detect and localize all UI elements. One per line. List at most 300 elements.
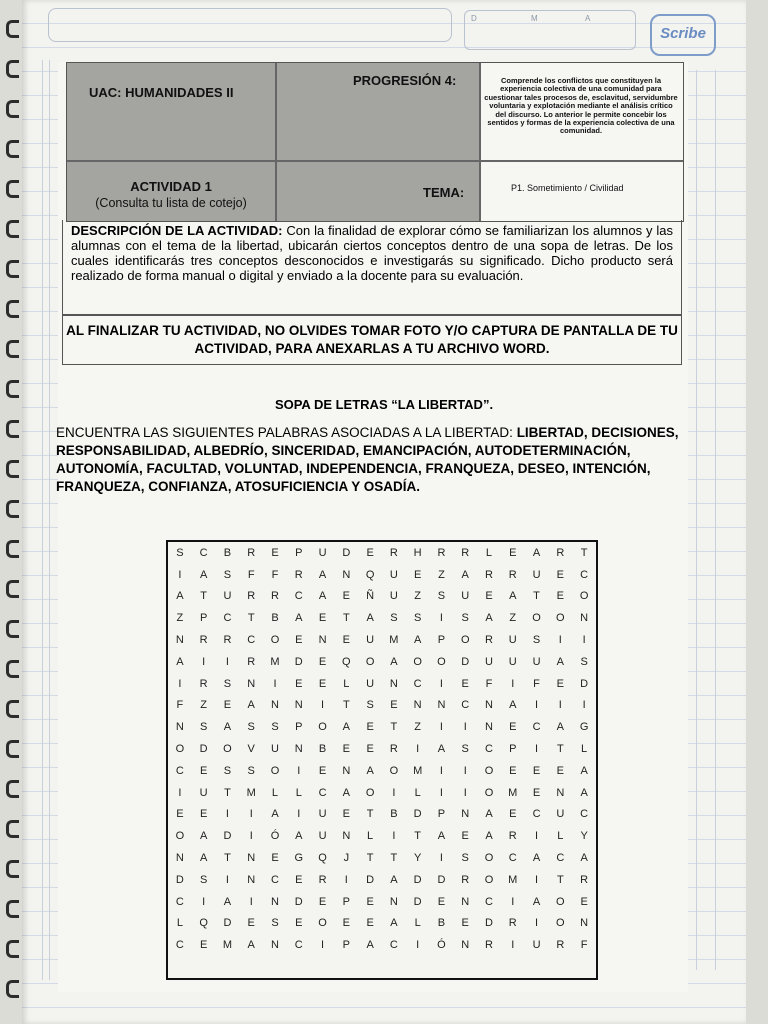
grid-letter: R <box>247 655 256 668</box>
grid-letter: D <box>437 873 446 886</box>
grid-letter: I <box>225 873 229 886</box>
grid-letter: Z <box>438 568 445 581</box>
grid-letter: E <box>271 852 279 865</box>
grid-letter: D <box>461 655 470 668</box>
grid-letter: R <box>294 568 303 581</box>
grid-letter: E <box>247 917 255 930</box>
grid-letter: C <box>389 939 398 952</box>
grid-letter: R <box>556 939 565 952</box>
grid-letter: A <box>223 721 232 734</box>
grid-letter: O <box>175 830 185 843</box>
progresion-text: Comprende los conflictos que constituyen la experiencia colectiva de una comunidad para cuestionar tales procesos de, esclavitud, servidumbre voluntaria y explotación mediante el análisis crítico del discurso. Lo anterior le permite concebir los sentidos y formas de la experiencia colectiva de una comunidad. <box>484 76 678 136</box>
margin-line-right <box>696 70 716 970</box>
grid-letter: I <box>439 786 443 799</box>
grid-letter: Q <box>365 568 375 581</box>
grid-letter: V <box>247 743 255 756</box>
grid-letter: E <box>271 546 279 559</box>
grid-letter: M <box>413 764 423 777</box>
grid-letter: A <box>461 568 469 581</box>
grid-letter: U <box>223 590 232 603</box>
grid-letter: E <box>199 764 208 777</box>
grid-letter: R <box>556 546 565 559</box>
brand-logo: Scribe <box>650 14 716 56</box>
grid-letter: U <box>508 655 517 668</box>
grid-letter: A <box>532 895 541 908</box>
grid-letter: T <box>390 852 398 865</box>
date-year-label: A <box>585 14 591 23</box>
grid-letter: C <box>580 568 589 581</box>
grid-letter: N <box>461 939 470 952</box>
grid-letter: E <box>342 743 350 756</box>
grid-letter: S <box>532 634 541 647</box>
tema-label: TEMA: <box>423 185 465 200</box>
grid-letter: S <box>271 917 279 930</box>
grid-letter: E <box>509 721 517 734</box>
grid-letter: N <box>342 830 351 843</box>
grid-letter: N <box>175 634 184 647</box>
grid-letter: A <box>580 852 588 865</box>
grid-letter: I <box>535 917 539 930</box>
grid-letter: A <box>390 655 398 668</box>
grid-letter: A <box>271 808 279 821</box>
grid-letter: E <box>509 546 517 559</box>
grid-letter: C <box>556 852 565 865</box>
grid-letter: O <box>413 655 422 668</box>
grid-letter: S <box>390 612 398 625</box>
grid-letter: B <box>271 612 279 625</box>
grid-letter: C <box>318 786 327 799</box>
grid-letter: L <box>271 786 279 799</box>
activity-description <box>62 220 682 315</box>
grid-letter: A <box>295 830 303 843</box>
grid-letter: D <box>294 895 303 908</box>
grid-letter: D <box>366 873 375 886</box>
grid-letter: S <box>199 873 208 886</box>
grid-letter: A <box>580 764 588 777</box>
grid-letter: O <box>460 634 470 647</box>
grid-letter: O <box>318 917 327 930</box>
description-label: DESCRIPCIÓN DE LA ACTIVIDAD: <box>71 223 283 238</box>
grid-letter: L <box>485 546 493 559</box>
date-day-label: D <box>471 14 477 23</box>
grid-letter: M <box>508 873 518 886</box>
grid-letter: N <box>318 634 327 647</box>
grid-letter: L <box>414 917 421 930</box>
grid-letter: E <box>342 590 350 603</box>
grid-letter: E <box>223 699 232 712</box>
grid-letter: L <box>414 786 421 799</box>
grid-letter: U <box>532 655 541 668</box>
grid-letter: I <box>511 895 515 908</box>
grid-letter: A <box>366 939 374 952</box>
grid-letter: A <box>342 721 350 734</box>
grid-letter: G <box>579 721 589 734</box>
grid-letter: A <box>437 743 446 756</box>
grid-letter: A <box>509 699 517 712</box>
grid-letter: N <box>389 895 398 908</box>
grid-letter: T <box>414 830 422 843</box>
grid-letter: R <box>485 634 493 647</box>
grid-letter: L <box>295 786 302 799</box>
grid-letter: L <box>367 830 374 843</box>
grid-letter: I <box>439 764 443 777</box>
grid-letter: R <box>199 634 208 647</box>
grid-letter: I <box>511 939 515 952</box>
grid-letter: A <box>485 808 493 821</box>
grid-letter: I <box>297 808 301 821</box>
grid-letter: A <box>247 939 255 952</box>
grid-letter: A <box>556 655 564 668</box>
grid-letter: C <box>580 808 589 821</box>
grid-letter: D <box>223 917 232 930</box>
grid-letter: Ó <box>270 830 280 843</box>
grid-letter: R <box>485 568 493 581</box>
grid-letter: E <box>485 590 493 603</box>
grid-letter: E <box>461 830 469 843</box>
grid-letter: I <box>392 786 396 799</box>
grid-letter: C <box>223 612 232 625</box>
grid-letter: T <box>556 743 564 756</box>
word-list: LIBERTAD, DECISIONES, RESPONSABILIDAD, ALBEDRÍO, SINCERIDAD, EMANCIPACIÓN, AUTODETERMINACIÓN, AUTONOMÍA, FACULTAD, VOLUNTAD, INDEPENDENCIA, FRANQUEZA, DESEO, INTENCIÓN, FRANQUEZA, CONFIANZA, ATOSUFICIENCIA Y OSADÍA. <box>56 425 679 494</box>
tema-value: P1. Sometimiento / Civilidad <box>511 183 624 193</box>
grid-letter: C <box>175 895 184 908</box>
grid-letter: U <box>556 808 565 821</box>
grid-letter: I <box>225 808 229 821</box>
grid-letter: P <box>199 612 208 625</box>
grid-letter: U <box>199 786 208 799</box>
grid-letter: I <box>249 830 253 843</box>
grid-letter: N <box>413 699 422 712</box>
grid-letter: N <box>247 852 256 865</box>
header-table <box>66 62 684 222</box>
grid-letter: I <box>535 699 539 712</box>
grid-letter: P <box>509 743 517 756</box>
grid-letter: E <box>342 917 350 930</box>
grid-letter: D <box>199 743 208 756</box>
grid-letter: N <box>175 721 184 734</box>
grid-letter: U <box>366 634 375 647</box>
grid-letter: N <box>247 677 256 690</box>
grid-letter: B <box>437 917 446 930</box>
grid-letter: U <box>532 568 541 581</box>
grid-letter: I <box>249 895 253 908</box>
grid-letter: P <box>437 808 446 821</box>
grid-letter: D <box>223 830 232 843</box>
grid-letter: N <box>437 699 446 712</box>
grid-letter: R <box>461 873 470 886</box>
grid-letter: I <box>178 568 182 581</box>
grid-letter: I <box>321 699 325 712</box>
grid-letter: O <box>223 743 232 756</box>
grid-letter: O <box>556 612 565 625</box>
grid-letter: P <box>295 721 303 734</box>
grid-letter: S <box>461 743 469 756</box>
grid-letter: C <box>271 873 279 886</box>
grid-letter: A <box>247 699 255 712</box>
grid-letter: S <box>199 721 208 734</box>
grid-letter: A <box>485 830 493 843</box>
grid-letter: I <box>511 677 515 690</box>
grid-letter: M <box>246 786 256 799</box>
grid-letter: I <box>463 764 467 777</box>
grid-letter: Y <box>413 852 422 865</box>
grid-letter: N <box>271 699 279 712</box>
grid-letter: C <box>199 546 208 559</box>
grid-letter: N <box>389 677 398 690</box>
grid-letter: G <box>294 852 304 865</box>
grid-letter: O <box>484 873 494 886</box>
grid-letter: I <box>582 699 586 712</box>
grid-letter: D <box>413 873 422 886</box>
grid-letter: M <box>270 655 280 668</box>
grid-letter: N <box>175 852 184 865</box>
grid-letter: N <box>342 764 351 777</box>
grid-letter: A <box>366 612 374 625</box>
grid-letter: O <box>389 764 399 777</box>
grid-letter: M <box>389 634 399 647</box>
grid-letter: E <box>342 808 350 821</box>
uac-label: UAC: HUMANIDADES II <box>89 85 234 100</box>
grid-letter: E <box>366 721 374 734</box>
grid-letter: E <box>295 873 303 886</box>
grid-letter: N <box>580 612 589 625</box>
grid-letter: S <box>247 764 255 777</box>
grid-letter: A <box>485 612 493 625</box>
grid-letter: E <box>199 939 208 952</box>
grid-letter: A <box>176 655 184 668</box>
grid-letter: S <box>461 852 469 865</box>
grid-letter: B <box>223 546 232 559</box>
grid-letter: O <box>270 764 280 777</box>
grid-letter: C <box>485 895 493 908</box>
grid-letter: R <box>199 677 208 690</box>
grid-letter: E <box>318 612 327 625</box>
grid-letter: O <box>484 764 494 777</box>
grid-letter: U <box>318 808 327 821</box>
grid-letter: Ó <box>437 939 446 952</box>
grid-letter: D <box>413 808 422 821</box>
grid-letter: P <box>437 634 446 647</box>
grid-letter: I <box>535 743 539 756</box>
grid-letter: O <box>484 852 494 865</box>
grid-letter: E <box>318 895 327 908</box>
grid-letter: L <box>557 830 564 843</box>
grid-letter: N <box>247 873 256 886</box>
grid-letter: D <box>485 917 493 930</box>
grid-letter: T <box>366 808 374 821</box>
grid-letter: U <box>532 939 541 952</box>
grid-letter: I <box>439 852 443 865</box>
grid-letter: E <box>366 546 374 559</box>
grid-letter: R <box>318 873 327 886</box>
grid-letter: D <box>580 677 589 690</box>
grid-letter: R <box>389 546 398 559</box>
grid-letter: C <box>461 699 470 712</box>
grid-letter: T <box>200 590 208 603</box>
grid-letter: S <box>271 721 279 734</box>
notebook-spiral <box>0 0 24 1024</box>
grid-letter: R <box>437 546 446 559</box>
grid-letter: O <box>365 655 375 668</box>
grid-letter: E <box>366 743 374 756</box>
grid-letter: I <box>463 786 467 799</box>
grid-letter: U <box>366 677 375 690</box>
grid-letter: T <box>580 546 588 559</box>
grid-letter: N <box>294 699 303 712</box>
grid-letter: S <box>366 699 374 712</box>
grid-letter: T <box>342 699 350 712</box>
grid-letter: I <box>178 786 182 799</box>
grid-letter: C <box>485 743 493 756</box>
grid-letter: E <box>366 895 374 908</box>
grid-letter: E <box>295 917 303 930</box>
grid-letter: R <box>389 743 398 756</box>
grid-letter: C <box>508 852 517 865</box>
grid-letter: N <box>485 699 493 712</box>
grid-letter: A <box>390 873 398 886</box>
grid-letter: M <box>508 786 518 799</box>
grid-letter: A <box>413 634 422 647</box>
grid-letter: I <box>202 895 206 908</box>
grid-letter: E <box>413 568 422 581</box>
grid-letter: E <box>176 808 184 821</box>
grid-letter: R <box>508 917 517 930</box>
grid-letter: E <box>318 677 327 690</box>
grid-letter: Q <box>199 917 208 930</box>
grid-letter: I <box>439 677 443 690</box>
grid-letter: R <box>223 634 232 647</box>
grid-letter: T <box>556 873 564 886</box>
notebook-title-field <box>48 8 452 42</box>
grid-letter: R <box>508 830 517 843</box>
grid-letter: N <box>461 808 470 821</box>
grid-letter: N <box>580 917 589 930</box>
grid-letter: E <box>437 895 446 908</box>
grid-letter: T <box>224 852 231 865</box>
grid-letter: A <box>556 721 564 734</box>
grid-letter: R <box>247 590 256 603</box>
grid-letter: N <box>294 743 303 756</box>
grid-letter: S <box>223 568 232 581</box>
grid-letter: T <box>533 590 540 603</box>
grid-letter: E <box>461 677 469 690</box>
grid-letter: I <box>321 939 325 952</box>
grid-letter: D <box>294 655 303 668</box>
grid-letter: O <box>318 721 327 734</box>
grid-letter: C <box>175 764 184 777</box>
grid-letter: I <box>297 764 301 777</box>
grid-letter: T <box>390 721 398 734</box>
grid-letter: E <box>556 677 564 690</box>
wordsearch-title: SOPA DE LETRAS “LA LIBERTAD”. <box>274 397 494 412</box>
grid-letter: A <box>580 786 588 799</box>
grid-letter: A <box>509 590 517 603</box>
grid-letter: E <box>461 917 469 930</box>
grid-letter: S <box>580 655 588 668</box>
grid-letter: B <box>318 743 327 756</box>
grid-letter: Ñ <box>366 590 375 603</box>
grid-letter: Y <box>580 830 588 843</box>
grid-letter: E <box>295 634 303 647</box>
grid-letter: S <box>223 764 232 777</box>
grid-letter: Z <box>509 612 517 625</box>
grid-letter: I <box>416 939 420 952</box>
grid-letter: R <box>271 590 279 603</box>
description-text: Con la finalidad de explorar cómo se familiarizan los alumnos y las alumnas con el tema de la libertad, ubicarán ciertos conceptos dentro de una sopa de letras. De los cuales identificarás tres conceptos desconocidos e investigarás su significado. Dicho producto será realizado de forma manual o digital y enviado a la docente para su evaluación. <box>71 223 673 283</box>
grid-letter: Z <box>200 699 208 712</box>
grid-letter: I <box>225 655 229 668</box>
grid-letter: O <box>365 786 375 799</box>
grid-letter: C <box>247 634 256 647</box>
grid-letter: I <box>273 677 277 690</box>
grid-letter: S <box>223 677 232 690</box>
grid-letter: E <box>318 655 327 668</box>
wordsearch-grid <box>166 540 598 980</box>
grid-letter: R <box>508 568 517 581</box>
grid-letter: I <box>535 830 539 843</box>
grid-letter: A <box>199 852 208 865</box>
grid-letter: I <box>178 677 182 690</box>
grid-letter: T <box>247 612 255 625</box>
grid-letter: C <box>294 590 303 603</box>
grid-letter: O <box>270 634 280 647</box>
grid-letter: A <box>390 917 398 930</box>
grid-letter: Q <box>342 655 351 668</box>
grid-letter: A <box>532 852 541 865</box>
grid-letter: E <box>556 568 564 581</box>
grid-letter: A <box>532 546 541 559</box>
grid-letter: C <box>294 939 303 952</box>
grid-letter: I <box>202 655 206 668</box>
grid-letter: A <box>295 612 303 625</box>
grid-letter: C <box>175 939 184 952</box>
grid-letter: E <box>199 808 208 821</box>
grid-letter: U <box>318 546 327 559</box>
grid-letter: J <box>343 852 350 865</box>
grid-letter: S <box>413 612 422 625</box>
grid-letter: Q <box>318 852 327 865</box>
grid-letter: E <box>318 764 327 777</box>
grid-letter: S <box>247 721 255 734</box>
grid-letter: L <box>176 917 183 930</box>
grid-letter: E <box>390 699 398 712</box>
grid-letter: P <box>295 546 303 559</box>
notebook-date-field <box>464 10 636 50</box>
grid-letter: U <box>389 590 398 603</box>
grid-letter: I <box>558 634 562 647</box>
grid-letter: D <box>342 546 351 559</box>
grid-letter: N <box>461 895 470 908</box>
grid-letter: E <box>295 677 303 690</box>
grid-letter: T <box>366 852 374 865</box>
grid-letter: E <box>509 808 517 821</box>
actividad-sub: (Consulta tu lista de cotejo) <box>95 196 247 210</box>
grid-letter: E <box>532 764 541 777</box>
grid-letter: O <box>579 590 589 603</box>
grid-letter: T <box>342 612 350 625</box>
grid-letter: C <box>532 721 541 734</box>
grid-letter: R <box>580 873 589 886</box>
grid-letter: A <box>342 786 350 799</box>
grid-letter: F <box>176 699 184 712</box>
grid-letter: I <box>416 743 420 756</box>
grid-letter: S <box>176 546 184 559</box>
grid-letter: O <box>437 655 446 668</box>
grid-letter: F <box>247 568 255 581</box>
grid-letter: A <box>318 590 327 603</box>
grid-letter: D <box>175 873 184 886</box>
instructions <box>56 424 688 496</box>
